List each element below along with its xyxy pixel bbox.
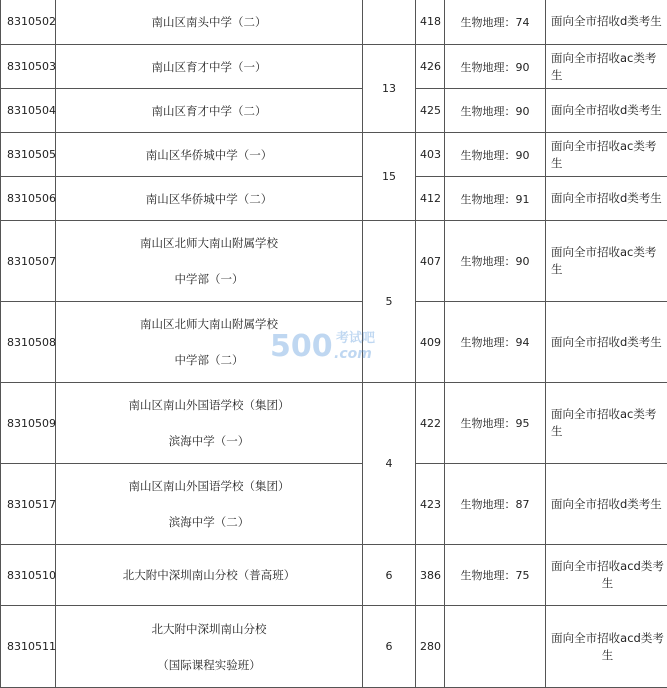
min-score: 403 [416, 133, 445, 177]
min-score: 412 [416, 177, 445, 221]
school-name: 南山区南山外国语学校（集团） 滨海中学（二） [56, 464, 363, 545]
school-name: 南山区南头中学（二） [56, 0, 363, 45]
seat-count: 13 [363, 45, 416, 133]
recruit-note: 面向全市招收d类考生 [546, 302, 667, 383]
school-code: 8310506 [1, 177, 56, 221]
recruit-note: 面向全市招收ac类考生 [546, 383, 667, 464]
watermark-number: 500 [270, 329, 333, 364]
school-name: 南山区育才中学（一） [56, 45, 363, 89]
min-score: 280 [416, 606, 445, 688]
school-name: 南山区北师大南山附属学校 中学部（二） [56, 302, 363, 383]
subject-score: 生物地理：90 [445, 89, 546, 133]
subject-score: 生物地理：95 [445, 383, 546, 464]
recruit-note: 面向全市招收acd类考生 [546, 606, 667, 688]
table-row [1, 89, 667, 133]
school-code: 8310505 [1, 133, 56, 177]
subject-score: 生物地理：75 [445, 545, 546, 606]
school-code: 8310502 [1, 0, 56, 45]
recruit-note: 面向全市招收acd类考生 [546, 545, 667, 606]
recruit-note: 面向全市招收d类考生 [546, 177, 667, 221]
min-score: 418 [416, 0, 445, 45]
subject-score: 生物地理：90 [445, 133, 546, 177]
subject-score: 生物地理：91 [445, 177, 546, 221]
min-score: 426 [416, 45, 445, 89]
subject-score: 生物地理：90 [445, 45, 546, 89]
seat-count: 5 [363, 221, 416, 383]
watermark-domain: .com [334, 346, 372, 362]
school-code: 8310508 [1, 302, 56, 383]
subject-score [445, 606, 546, 688]
table-row [1, 302, 667, 383]
min-score: 386 [416, 545, 445, 606]
table-row [1, 606, 667, 688]
min-score: 422 [416, 383, 445, 464]
school-name: 南山区育才中学（二） [56, 89, 363, 133]
school-name: 南山区华侨城中学（一） [56, 133, 363, 177]
table-row [1, 545, 667, 606]
subject-score: 生物地理：90 [445, 221, 546, 302]
recruit-note: 面向全市招收ac类考生 [546, 45, 667, 89]
table-row [1, 0, 667, 45]
recruit-note: 面向全市招收d类考生 [546, 464, 667, 545]
subject-score: 生物地理：87 [445, 464, 546, 545]
recruit-note: 面向全市招收d类考生 [546, 89, 667, 133]
table-row [1, 383, 667, 464]
school-code: 8310510 [1, 545, 56, 606]
school-code: 8310517 [1, 464, 56, 545]
table-row [1, 464, 667, 545]
table-row [1, 133, 667, 177]
school-code: 8310507 [1, 221, 56, 302]
school-name: 北大附中深圳南山分校 （国际课程实验班） [56, 606, 363, 688]
seat-count: 6 [363, 606, 416, 688]
table-row [1, 177, 667, 221]
watermark-site-name: 考试吧 [336, 331, 376, 346]
seat-count: 4 [363, 383, 416, 545]
min-score: 407 [416, 221, 445, 302]
seat-count [363, 0, 416, 45]
recruit-note: 面向全市招收d类考生 [546, 0, 667, 45]
min-score: 425 [416, 89, 445, 133]
school-code: 8310511 [1, 606, 56, 688]
school-name: 北大附中深圳南山分校（普高班） [56, 545, 363, 606]
table-row [1, 221, 667, 302]
min-score: 409 [416, 302, 445, 383]
school-name: 南山区南山外国语学校（集团） 滨海中学（一） [56, 383, 363, 464]
recruit-note: 面向全市招收ac类考生 [546, 133, 667, 177]
subject-score: 生物地理：94 [445, 302, 546, 383]
school-code: 8310509 [1, 383, 56, 464]
school-name: 南山区华侨城中学（二） [56, 177, 363, 221]
school-code: 8310503 [1, 45, 56, 89]
seat-count: 15 [363, 133, 416, 221]
min-score: 423 [416, 464, 445, 545]
table-row [1, 45, 667, 89]
school-code: 8310504 [1, 89, 56, 133]
recruit-note: 面向全市招收ac类考生 [546, 221, 667, 302]
school-name: 南山区北师大南山附属学校 中学部（一） [56, 221, 363, 302]
subject-score: 生物地理：74 [445, 0, 546, 45]
seat-count: 6 [363, 545, 416, 606]
